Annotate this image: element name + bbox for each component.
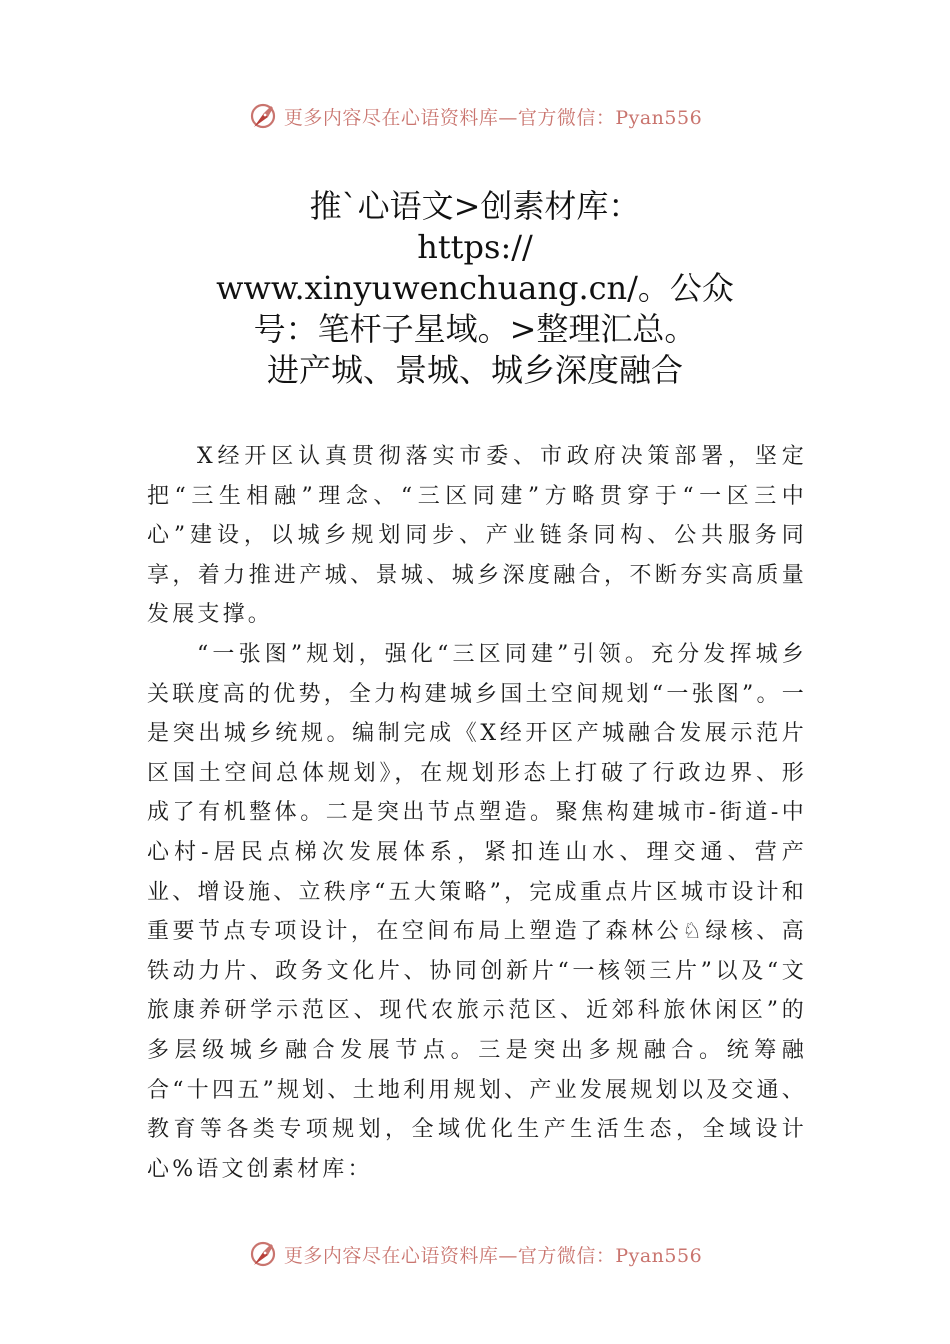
title-line-2: https:// [417, 228, 533, 266]
document-body [147, 437, 807, 1189]
pen-nib-logo-icon [248, 101, 278, 131]
title-line-5: 进产城、景城、城乡深度融合 [266, 351, 683, 389]
header-watermark-banner [0, 96, 950, 136]
body-paragraph-2: “一张图”规划，强化“三区同建”引领。充分发挥城乡关联度高的优势，全力构建城乡国土空间规划“一张图”。一是突出城乡统规。编制完成《X经开区产城融合发展示范片区国土空间总体规划》，在规划形态上打破了行政边界、形成了有机整体。二是突出节点塑造。聚焦构建城市-街道-中心村-居民点梯次发展体系，紧扣连山水、理交通、营产业、增设施、立秩序“五大策略”，完成重点片区城市设计和重要节点专项设计，在空间布局上塑造了森林公♘绿核、高铁动力片、政务文化片、协同创新片“一核领三片”以及“文旅康养研学示范区、现代农旅示范区、近郊科旅休闲区”的多层级城乡融合发展节点。三是突出多规融合。统筹融合“十四五”规划、土地利用规划、产业发展规划以及交通、教育等各类专项规划，全域优化生产生活生态，全域设计心%语文创素材库： [147, 641, 807, 1182]
title-line-4: 号：笔杆子星域。>整理汇总。 [253, 310, 697, 348]
document-title [0, 186, 950, 391]
watermark-text: 更多内容尽在心语资料库—官方微信：Pyan556 [283, 1244, 703, 1267]
title-line-1: 推`心语文>创素材库： [309, 187, 641, 225]
pen-nib-logo-icon [248, 1239, 278, 1269]
footer-watermark-banner [0, 1234, 950, 1274]
title-line-3: www.xinyuwenchuang.cn/。公众 [216, 269, 734, 307]
body-paragraph-1: X经开区认真贯彻落实市委、市政府决策部署，坚定把“三生相融”理念、“三区同建”方略贯穿于“一区三中心”建设，以城乡规划同步、产业链条同构、公共服务同享，着力推进产城、景城、城乡深度融合，不断夯实高质量发展支撑。 [147, 444, 807, 628]
watermark-text: 更多内容尽在心语资料库—官方微信：Pyan556 [283, 106, 703, 129]
